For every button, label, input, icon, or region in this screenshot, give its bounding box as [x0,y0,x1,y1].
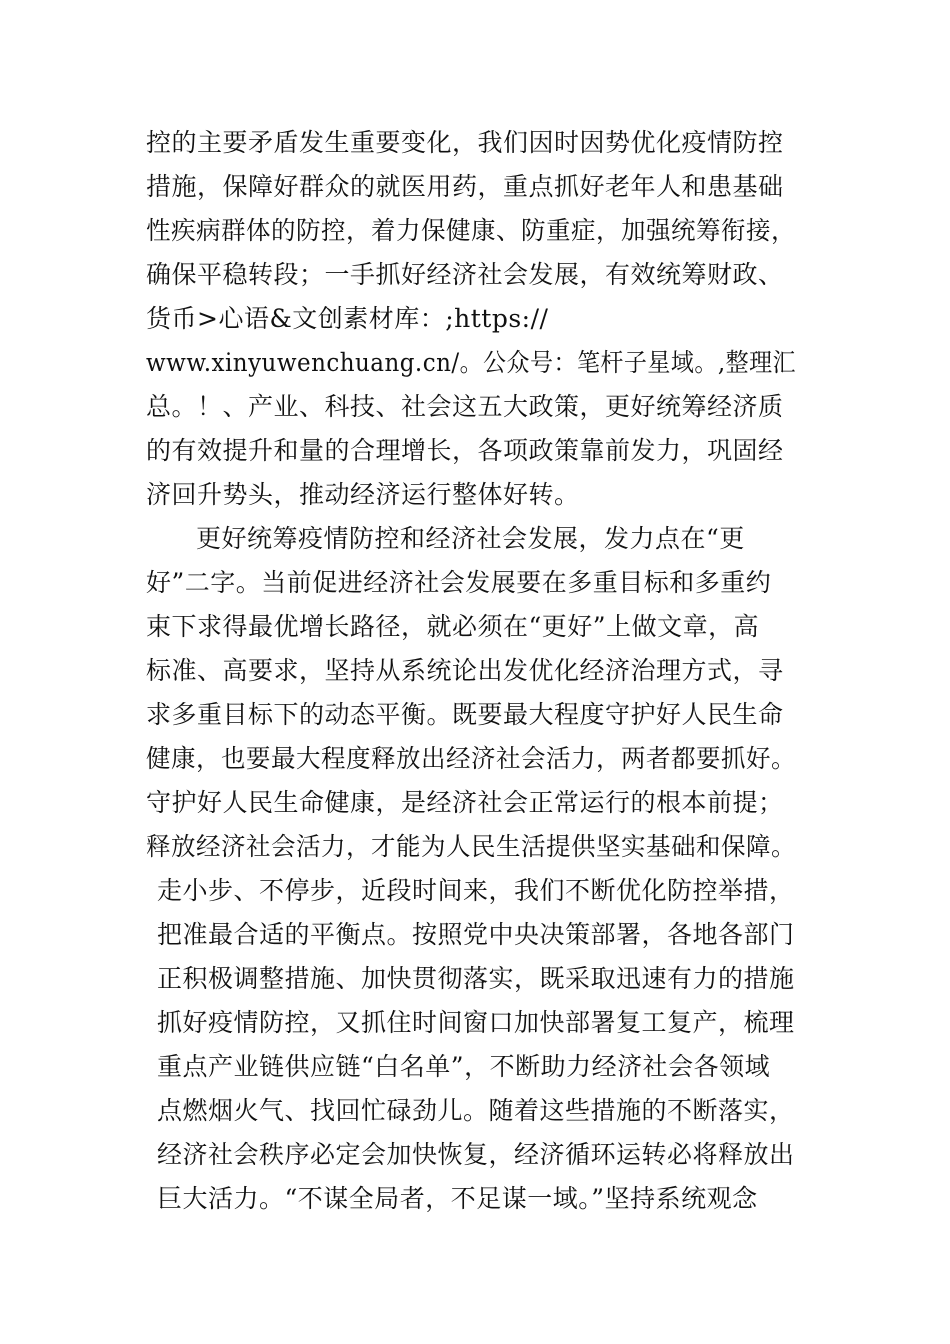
text-line: 正积极调整措施、加快贯彻落实，既采取迅速有力的措施 [157,964,795,993]
text-line: www.xinyuwenchuang.cn/。公众号：笔杆子星域。,整理汇 [146,348,797,377]
text-line: 把准最合适的平衡点。按照党中央决策部署，各地各部门 [157,920,795,949]
text-line: 好”二字。当前促进经济社会发展要在多重目标和多重约 [146,568,772,597]
text-line: 守护好人民生命健康，是经济社会正常运行的根本前提； [146,788,784,817]
text-line: 点燃烟火气、找回忙碌劲儿。随着这些措施的不断落实， [157,1096,795,1125]
text-line: 性疾病群体的防控，着力保健康、防重症，加强统筹衔接， [146,216,797,245]
text-line: 抓好疫情防控，又抓住时间窗口加快部署复工复产，梳理 [157,1008,795,1037]
text-line: 更好统筹疫情防控和经济社会发展，发力点在“更 [196,524,745,553]
text-line: 济回升势头，推动经济运行整体好转。 [146,480,580,509]
text-line: 控的主要矛盾发生重要变化，我们因时因势优化疫情防控 [146,128,784,157]
text-line: 经济社会秩序必定会加快恢复，经济循环运转必将释放出 [157,1140,795,1169]
text-line: 求多重目标下的动态平衡。既要最大程度守护好人民生命 [146,700,784,729]
text-line: 的有效提升和量的合理增长，各项政策靠前发力，巩固经 [146,436,784,465]
text-line: 巨大活力。“不谋全局者，不足谋一域。”坚持系统观念 [157,1184,758,1213]
text-line: 释放经济社会活力，才能为人民生活提供坚实基础和保障。 [146,832,797,861]
text-line: 确保平稳转段；一手抓好经济社会发展，有效统筹财政、 [146,260,784,289]
text-line: 走小步、不停步，近段时间来，我们不断优化防控举措， [157,876,795,905]
text-line: 措施，保障好群众的就医用药，重点抓好老年人和患基础 [146,172,784,201]
text-line: 重点产业链供应链“白名单”，不断助力经济社会各领域 [157,1052,771,1081]
text-line: 标准、高要求，坚持从系统论出发优化经济治理方式，寻 [146,656,784,685]
text-line: 束下求得最优增长路径，就必须在“更好”上做文章，高 [146,612,760,641]
text-line: 健康，也要最大程度释放出经济社会活力，两者都要抓好。 [146,744,797,773]
text-line: 货币>心语&文创素材库：;https:// [146,304,549,333]
text-line: 总。！、产业、科技、社会这五大政策，更好统筹经济质 [146,392,784,421]
